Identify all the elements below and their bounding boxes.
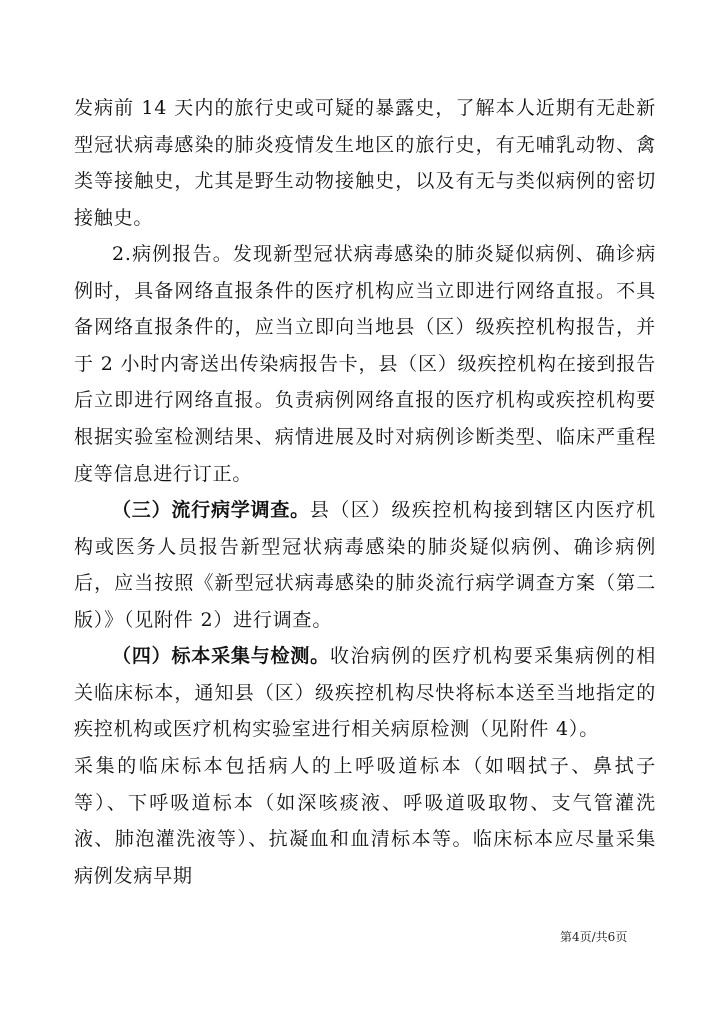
page-number: 第4页/共6页 (560, 930, 628, 944)
section-heading: （四）标本采集与检测。 (112, 645, 330, 667)
paragraph-text: 2.病例报告。发现新型冠状病毒感染的肺炎疑似病例、确诊病例时，具备网络直报条件的医疗机构应当立即进行网络直报。不具备网络直报条件的，应当立即向当地县（区）级疾控机构报告，并于 2 小时内寄送出传染病报告卡，县（区）级疾控机构在接到报告后立即进行网络直报。负责病例网络直报的医疗机构或疾控机构要根据实验室检测结果、病情进展及时对病例诊断类型、临床严重程度等信息进行订正。 (74, 243, 656, 485)
paragraph-exposure-history (74, 90, 656, 236)
paragraph-text: 收治病例的医疗机构要采集病例的相关临床标本，通知县（区）级疾控机构尽快将标本送至当地指定的疾控机构或医疗机构实验室进行相关病原检测（见附件 4）。 (74, 645, 656, 741)
paragraph-text: 发病前 14 天内的旅行史或可疑的暴露史，了解本人近期有无赴新型冠状病毒感染的肺炎疫情发生地区的旅行史，有无哺乳动物、禽类等接触史，尤其是野生动物接触史，以及有无与类似病例的密切接触史。 (74, 97, 656, 229)
paragraph-specimen-collection (74, 638, 656, 748)
document-body (74, 90, 656, 887)
paragraph-text: 采集的临床标本包括病人的上呼吸道标本（如咽拭子、鼻拭子等）、下呼吸道标本（如深咳痰液、呼吸道吸取物、支气管灌洗液、肺泡灌洗液等）、抗凝血和血清标本等。临床标本应尽量采集病例发病早期 (74, 755, 656, 887)
paragraph-text: 县（区）级疾控机构接到辖区内医疗机构或医务人员报告新型冠状病毒感染的肺炎疑似病例、确诊病例后，应当按照《新型冠状病毒感染的肺炎流行病学调查方案（第二版）》（见附件 2）进行调查。 (74, 499, 656, 631)
paragraph-epidemiological-investigation (74, 492, 656, 638)
paragraph-case-report (74, 236, 656, 492)
section-heading: （三）流行病学调查。 (112, 499, 310, 521)
paragraph-clinical-specimens (74, 748, 656, 887)
